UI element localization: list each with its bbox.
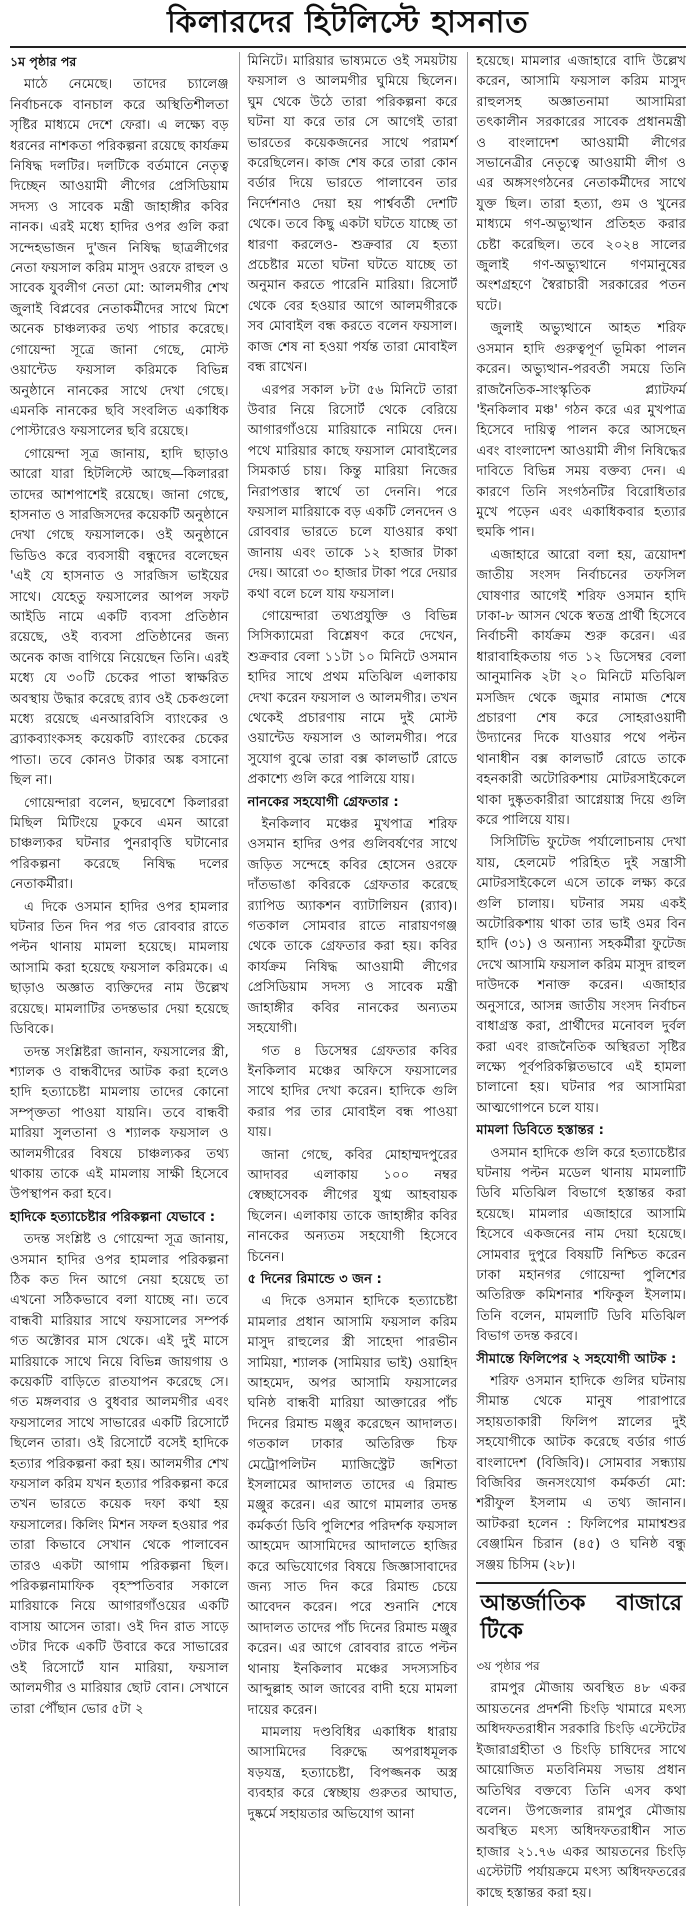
paragraph: এ দিকে ওসমান হাদির ওপর হামলার ঘটনার তিন দিন পর গত রোববার রাতে পল্টন থানায় মামলা হয়েছে। মামলায় আসামি করা হয়েছে ফয়সাল করিমকে। এ ছাড়াও অজ্ঞাত ব্যক্তিদের নাম উল্লেখ রয়েছে। মামলাটির তদন্তভার দেয়া হয়েছে ডিবিকে। bbox=[10, 899, 229, 1038]
subheading: মামলা ডিবিতে হস্তান্তর : bbox=[476, 1123, 604, 1139]
subheading: নানকের সহযোগী গ্রেফতার : bbox=[247, 794, 399, 810]
subheading: সীমান্তে ফিলিপের ২ সহযোগী আটক : bbox=[476, 1351, 677, 1367]
paragraph: রামপুর মৌজায় অবস্থিত ৪৮ একর আয়তনের প্রদর্শনী চিংড়ি খামারে মৎস্য অধিদফতরাধীন সরকারি চিংড়ি এস্টেটের ইজারাগ্রহীতা ও চিংড়ি চাষিদের সাথে আয়োজিত মতবিনিময় সভায় প্রধান অতিথির বক্তব্যে তিনি এসব কথা বলেন। উপজেলার রামপুর মৌজায় অবস্থিত মৎস্য অধিদফতরাধীন সাত হাজার ২১.৭৬ একর আয়তনের চিংড়ি এস্টেটটি পর্যায়ক্রমে মৎস্য অধিদফতরের কাছে হস্তান্তর করা হয়। bbox=[476, 1681, 686, 1901]
column-3 bbox=[467, 52, 686, 1906]
paragraph: জুলাই অভ্যুত্থানে আহত শরিফ ওসমান হাদি গুরুত্বপূর্ণ ভূমিকা পালন করেন। অভ্যুত্থান-পরবর্তী সময়ে তিনি রাজনৈতিক-সাংস্কৃতিক প্ল্যাটফর্ম 'ইনকিলাব মঞ্চ' গঠন করে এর মুখপাত্র হিসেবে দায়িত্ব পালন করে আসছেন এবং বাংলাদেশ আওয়ামী লীগ নিষিদ্ধের দাবিতে বিভিন্ন সময় বক্তব্য দেন। এ কারণে তিনি সংগঠনটির বিরোধিতার মুখে পড়েন এবং একাধিকবার হত্যার হুমকি পান। bbox=[476, 321, 686, 541]
paragraph: গত ৪ ডিসেম্বর গ্রেফতার কবির ইনকিলাব মঞ্চের অফিসে ফয়সালের সাথে হাদির দেখা করেন। হাদিকে গুলি করার পর তার মোবাইল বন্ধ পাওয়া যায়। bbox=[247, 1043, 458, 1141]
paragraph: শরিফ ওসমান হাদিকে গুলির ঘটনায় সীমান্ত থেকে মানুষ পারাপারে সহায়তাকারী ফিলিপ স্নালের দুই সহযোগীকে আটক করেছে বর্ডার গার্ড বাংলাদেশ (বিজিবি)। সোমবার সন্ধ্যায় বিজিবির জনসংযোগ কর্মকর্তা মো: শরীফুল ইসলাম এ তথ্য জানান। আটকরা হলেন : ফিলিপের মামাশ্বশুর বেঞ্জামিন চিরান (৪৫) ও ঘনিষ্ঠ বন্ধু সঞ্জয় চিসিম (২৮)। bbox=[476, 1374, 686, 1573]
paragraph: জানা গেছে, কবির মোহাম্মদপুরের আদাবর এলাকায় ১০০ নম্বর স্বেচ্ছাসেবক লীগের যুগ্ম আহবায়ক ছিলেন। এলাকায় তাকে জাহাঙ্গীর কবির নানকের অন্যতম সহযোগী হিসেবে চিনেন। bbox=[247, 1147, 458, 1265]
column-1 bbox=[10, 52, 229, 1906]
headline: কিলারদের হিটলিস্টে হাসনাত bbox=[10, 0, 686, 48]
paragraph: সিসিটিভি ফুটেজ পর্যালোচনায় দেখা যায়, হেলমেট পরিহিত দুই সন্ত্রাসী মোটরসাইকেলে এসে তাকে লক্ষ্য করে গুলি চালায়। ঘটনার সময় একই অটোরিকশায় থাকা তার ভাই ওমর বিন হাদি (৩১) ও অন্যান্য সহকর্মীরা ফুটেজ দেখে আসামি ফয়সাল করিম মাসুদ রাহুল দাউদকে শনাক্ত করেন। এজাহার অনুসারে, আসন্ন জাতীয় সংসদ নির্বাচন বাধাগ্রস্ত করা, প্রার্থীদের মনোবল দুর্বল করা এবং রাজনৈতিক অস্থিরতা সৃষ্টির লক্ষ্যে পূর্বপরিকল্পিতভাবে এই হামলা চালানো হয়। ঘটনার পর আসামিরা আত্মগোপনে চলে যায়। bbox=[476, 835, 686, 1116]
paragraph: গোয়েন্দা সূত্র জানায়, হাদি ছাড়াও আরো যারা হিটলিস্টে আছে—কিলাররা তাদের আশপাশেই রয়েছে। জানা গেছে, হাসনাত ও সারজিসদের কয়েকটি অনুষ্ঠানে দেখা গেছে ফয়সালকে। ওই অনুষ্ঠানে ভিডিও করে ব্যবসায়ী বন্ধুদের বলেছেন 'এই যে হাসনাত ও সারজিস ভাইয়ের সাথে। যেহেতু ফয়সালের আপল সফট আইডি নামে একটি ব্যবসা প্রতিষ্ঠান রয়েছে, ওই ব্যবসা প্রতিষ্ঠানের জন্য অনেক কাজ বাগিয়ে নিয়েছেন তিনি। এরই মধ্যে যে ৩০টি চেকের পাতা স্বাক্ষরিত অবস্থায় উদ্ধার করেছে র‍্যাব ওই চেকগুলো মধ্যে রয়েছে এনআরবিসি ব্যাংকের ও ব্র্যাকব্যাংকসহ কয়েকটি ব্যাংকের চেকের পাতা। তবে কোনও টাকার অঙ্ক বসানো ছিল না। bbox=[10, 446, 229, 789]
paragraph: হয়েছে। মামলার এজাহারে বাদি উল্লেখ করেন, আসামি ফয়সাল করিম মাসুদ রাহুলসহ অজ্ঞাতনামা আসামিরা তৎকালীন সরকারের সাবেক প্রধানমন্ত্রী ও বাংলাদেশ আওয়ামী লীগের সভানেত্রীর নেতৃত্বে আওয়ামী লীগ ও এর অঙ্গসংগঠনের নেতাকর্মীদের সাথে যুক্ত ছিল। তারা হত্যা, গুম ও খুনের মাধ্যমে গণ-অভ্যুত্থান প্রতিহত করার চেষ্টা করেছিল। তবে ২০২৪ সালের জুলাই গণ-অভ্যুত্থানে গণমানুষের অংশগ্রহণে স্বৈরাচারী সরকারের পতন ঘটে। bbox=[476, 54, 686, 314]
jump-label: ৩য় পৃষ্ঠার পর bbox=[476, 1659, 540, 1674]
paragraph: এজাহারে আরো বলা হয়, ত্রয়োদশ জাতীয় সংসদ নির্বাচনের তফসিল ঘোষণার আগেই শরিফ ওসমান হাদি ঢাকা-৮ আসন থেকে স্বতন্ত্র প্রার্থী হিসেবে নির্বাচনী কার্যক্রম শুরু করেন। এর ধারাবাহিকতায় গত ১২ ডিসেম্বর বেলা আনুমানিক ২টা ২০ মিনিটে মতিঝিল মসজিদ থেকে জুমার নামাজ শেষে প্রচারণা শেষ করে সোহরাওয়ার্দী উদ্যানের দিকে যাওয়ার পথে পল্টন থানাধীন বক্স কালভার্ট রোডে তাকে বহনকারী অটোরিকশায় মোটরসাইকেলে থাকা দুষ্কৃতকারীরা আগ্নেয়াস্ত্র দিয়ে গুলি করে পালিয়ে যায়। bbox=[476, 547, 686, 829]
paragraph: মামলায় দণ্ডবিধির একাধিক ধারায় আসামিদের বিরুদ্ধে অপরাধমূলক ষড়যন্ত্র, হত্যাচেষ্টা, বিপজ্জনক অস্ত্র ব্যবহার করে স্বেচ্ছায় গুরুতর আঘাত, দুষ্কর্মে সহায়তার অভিযোগ আনা bbox=[247, 1724, 458, 1822]
paragraph: ইনকিলাব মঞ্চের মুখপাত্র শরিফ ওসমান হাদির ওপর গুলিবর্ষণের সাথে জড়িত সন্দেহে কবির হোসেন ওরফে দাঁতভাঙা কবিরকে গ্রেফতার করেছে র‍্যাপিড অ্যাকশন ব্যাটালিয়ন (র‍্যাব)। গতকাল সোমবার রাতে নারায়ণগঞ্জ থেকে তাকে গ্রেফতার করা হয়। কবির কার্যক্রম নিষিদ্ধ আওয়ামী লীগের প্রেসিডিয়াম সদস্য ও সাবেক মন্ত্রী জাহাঙ্গীর কবির নানকের অন্যতম সহযোগী। bbox=[247, 817, 458, 1037]
secondary-headline: আন্তর্জাতিক বাজারে টিকে bbox=[476, 1582, 686, 1652]
column-2 bbox=[239, 52, 458, 1906]
paragraph: ওসমান হাদিকে গুলি করে হত্যাচেষ্টার ঘটনায় পল্টন মডেল থানায় মামলাটি ডিবি মতিঝিল বিভাগে হস্তান্তর করা হয়েছে। মামলার এজাহারে আসামি হিসেবে একজনের নাম দেয়া হয়েছে। সোমবার দুপুরে বিষয়টি নিশ্চিত করেন ঢাকা মহানগর গোয়েন্দা পুলিশের অতিরিক্ত কমিশনার শফিকুল ইসলাম। তিনি বলেন, মামলাটি ডিবি মতিঝিল বিভাগ তদন্ত করবে। bbox=[476, 1145, 686, 1345]
paragraph: মিনিটে। মারিয়ার ভাষ্যমতে ওই সময়টায় ফয়সাল ও আলমগীর ঘুমিয়ে ছিলেন। ঘুম থেকে উঠে তারা পরিকল্পনা করে ঘটনা যা করে তার সে আগেই তারা ভারতের কয়েকজনের সাথে পরামর্শ করেছিলেন। কাজ শেষ করে তারা কোন বর্ডার দিয়ে ভারতে পালাবেন তার নির্দেশনাও দেয়া হয় পার্শ্ববর্তী দেশটি থেকে। তবে কিছু একটা ঘটতে যাচ্ছে তা ধারণা করলেও- শুক্রবার যে হত্যা প্রচেষ্টার মতো ঘটনা ঘটতে যাচ্ছে তা অনুমান করতে পারেনি মারিয়া। রিসোর্ট থেকে বের হওয়ার আগে আলমগীরকে সব মোবাইল বন্ধ করতে বলেন ফয়সাল। কাজ শেষ না হওয়া পর্যন্ত তারা মোবাইল বন্ধ রাখেন। bbox=[247, 54, 458, 376]
paragraph: এরপর সকাল ৮টা ৫৬ মিনিটে তারা উবার নিয়ে রিসোর্ট থেকে বেরিয়ে আগারগাঁওয়ে মারিয়াকে নামিয়ে দেন। পথে মারিয়ার কাছে ফয়সাল মোবাইলের সিমকার্ড চায়। কিন্তু মারিয়া নিজের নিরাপত্তার স্বার্থে তা দেননি। পরে ফয়সাল মারিয়াকে বড় একটি লেনদেন ও রোববার ভারতে চলে যাওয়ার কথা জানায় এবং তাকে ১২ হাজার টাকা দেয়। আরো ৩০ হাজার টাকা পরে দেয়ার কথা বলে চলে যায় ফয়সাল। bbox=[247, 382, 458, 602]
paragraph: তদন্ত সংশ্লিষ্টরা জানান, ফয়সালের স্ত্রী, শ্যালক ও বান্ধবীদের আটক করা হলেও হাদি হত্যাচেষ্টা মামলায় তাদের কোনো সম্পৃক্ততা পাওয়া যায়নি। তবে বান্ধবী মারিয়া সুলতানা ও শ্যালক ফয়সাল ও আলমগীরের বিষয়ে চাঞ্চল্যকর তথ্য থাকায় তাকে এই মামলায় সাক্ষী হিসেবে উপস্থাপন করা হবে। bbox=[10, 1044, 229, 1203]
paragraph: এ দিকে ওসমান হাদিকে হত্যাচেষ্টা মামলার প্রধান আসামি ফয়সাল করিম মাসুদ রাহুলের স্ত্রী সাহেদা পারভীন সামিয়া, শ্যালক (সামিয়ার ভাই) ওয়াহিদ আহমেদ, অপর আসামি ফয়সালের ঘনিষ্ঠ বান্ধবী মারিয়া আক্তারের পাঁচ দিনের রিমান্ড মঞ্জুর করেছেন আদালত। গতকাল ঢাকার অতিরিক্ত চিফ মেট্রোপলিটন ম্যাজিস্ট্রেট জশিতা ইসলামের আদালত তাদের এ রিমান্ড মঞ্জুর করেন। এর আগে মামলার তদন্ত কর্মকর্তা ডিবি পুলিশের পরিদর্শক ফয়সাল আহমেদ আসামিদের আদালতে হাজির করে অভিযোগের বিষয়ে জিজ্ঞাসাবাদের জন্য সাত দিন করে রিমান্ড চেয়ে আবেদন করেন। পরে শুনানি শেষে আদালত তাদের পাঁচ দিনের রিমান্ড মঞ্জুর করেন। এর আগে রোববার রাতে পল্টন থানায় ইনকিলাব মঞ্চের সদস্যসচিব আব্দুল্লাহ আল জাবের বাদী হয়ে মামলা দায়ের করেন। bbox=[247, 1294, 458, 1718]
paragraph: মাঠে নেমেছে। তাদের চ্যালেঞ্জ নির্বাচনকে বানচাল করে অস্থিতিশীলতা সৃষ্টির মাধ্যমে দেশে ফেরা। এ লক্ষ্যে বড় ধরনের নাশকতা পরিকল্পনা রয়েছে কার্যক্রম নিষিদ্ধ দলটির। দলটিকে বর্তমানে নেতৃত্ব দিচ্ছেন আওয়ামী লীগের প্রেসিডিয়াম সদস্য ও সাবেক মন্ত্রী জাহাঙ্গীর কবির নানক। এরই মধ্যে হাদির ওপর গুলি করা সন্দেহভাজন দু'জন নিষিদ্ধ ছাত্রলীগের নেতা ফয়সাল করিম মাসুদ ওরফে রাহুল ও সাবেক যুবলীগ নেতা মো: আলমগীর শেখ জুলাই বিপ্লবের নেতাকর্মীদের সাথে মিশে অনেক চাঞ্চল্যকর তথ্য পাচার করেছে। গোয়েন্দা সূত্রে জানা গেছে, মোস্ট ওয়ান্টেড ফয়সাল করিমকে বিভিন্ন অনুষ্ঠানে নানকের সাথে দেখা গেছে। এমনকি নানকের ছবি সংবলিত একাধিক পোস্টারেও ফয়সালের ছবি রয়েছে। bbox=[10, 77, 229, 440]
subheading: হাদিকে হত্যাচেষ্টার পরিকল্পনা যেভাবে : bbox=[10, 1209, 216, 1225]
paragraph: তদন্ত সংশ্লিষ্ট ও গোয়েন্দা সূত্র জানায়, ওসমান হাদির ওপর হামলার পরিকল্পনা ঠিক কত দিন আগে নেয়া হয়েছে তা এখনো সঠিকভাবে বলা যাচ্ছে না। তবে বান্ধবী মারিয়ার সাথে ফয়সালের সম্পর্ক গত অক্টোবর মাস থেকে। এই দুই মাসে মারিয়াকে সাথে নিয়ে বিভিন্ন জায়গায় ও কয়েকটি বাড়িতে রাতযাপন করেছে সে। গত মঙ্গলবার ও বুধবার আলমগীর এবং ফয়সালের সাথে সাভারের একটি রিসোর্টে ছিলেন তারা। ওই রিসোর্টে বসেই হাদিকে হত্যার পরিকল্পনা করা হয়। আলমগীর শেখ ফয়সাল করিম যখন হত্যার পরিকল্পনা করে তখন ভারতে কয়েক দফা কথা হয় ফয়সালের। কিলিং মিশন সফল হওয়ার পর তারা কিভাবে সেখান থেকে পালাবেন তারও একটা আগাম পরিকল্পনা ছিল। পরিকল্পনামাফিক বৃহস্পতিবার সকালে মারিয়াকে নিয়ে আগারগাঁওয়ের একটি বাসায় আসেন তারা। ওই দিন রাত সাড়ে ৩টার দিকে একটি উবারে করে সাভারের ওই রিসোর্টে যান মারিয়া, ফয়সাল আলমগীর ও মারিয়ার ছোট বোন। সেখানে তারা পৌঁছান ভোর ৫টা ২ bbox=[10, 1232, 229, 1717]
jump-label: ১ম পৃষ্ঠার পর bbox=[10, 54, 77, 69]
article-columns bbox=[10, 52, 686, 1901]
subheading: ৫ দিনের রিমান্ডে ৩ জন : bbox=[247, 1271, 382, 1287]
paragraph: গোয়েন্দারা বলেন, ছদ্মবেশে কিলাররা মিছিল মিটিংয়ে ঢুকবে এমন আরো চাঞ্চল্যকর ঘটনার পুনরাবৃত্তি ঘটানোর পরিকল্পনা করেছে নিষিদ্ধ দলের নেতাকর্মীরা। bbox=[10, 795, 229, 893]
paragraph: গোয়েন্দারা তথ্যপ্রযুক্তি ও বিভিন্ন সিসিক্যামেরা বিশ্লেষণ করে দেখেন, শুক্রবার বেলা ১১টা ১০ মিনিটে ওসমান হাদির সাথে প্রথম মতিঝিল এলাকায় দেখা করেন ফয়সাল ও আলমগীর। তখন থেকেই প্রচারণায় নামে দুই মোস্ট ওয়ান্টেড ফয়সাল ও আলমগীর। পরে সুযোগ বুঝে তারা বক্স কালভার্ট রোডে প্রকাশ্যে গুলি করে পালিয়ে যায়। bbox=[247, 608, 458, 788]
